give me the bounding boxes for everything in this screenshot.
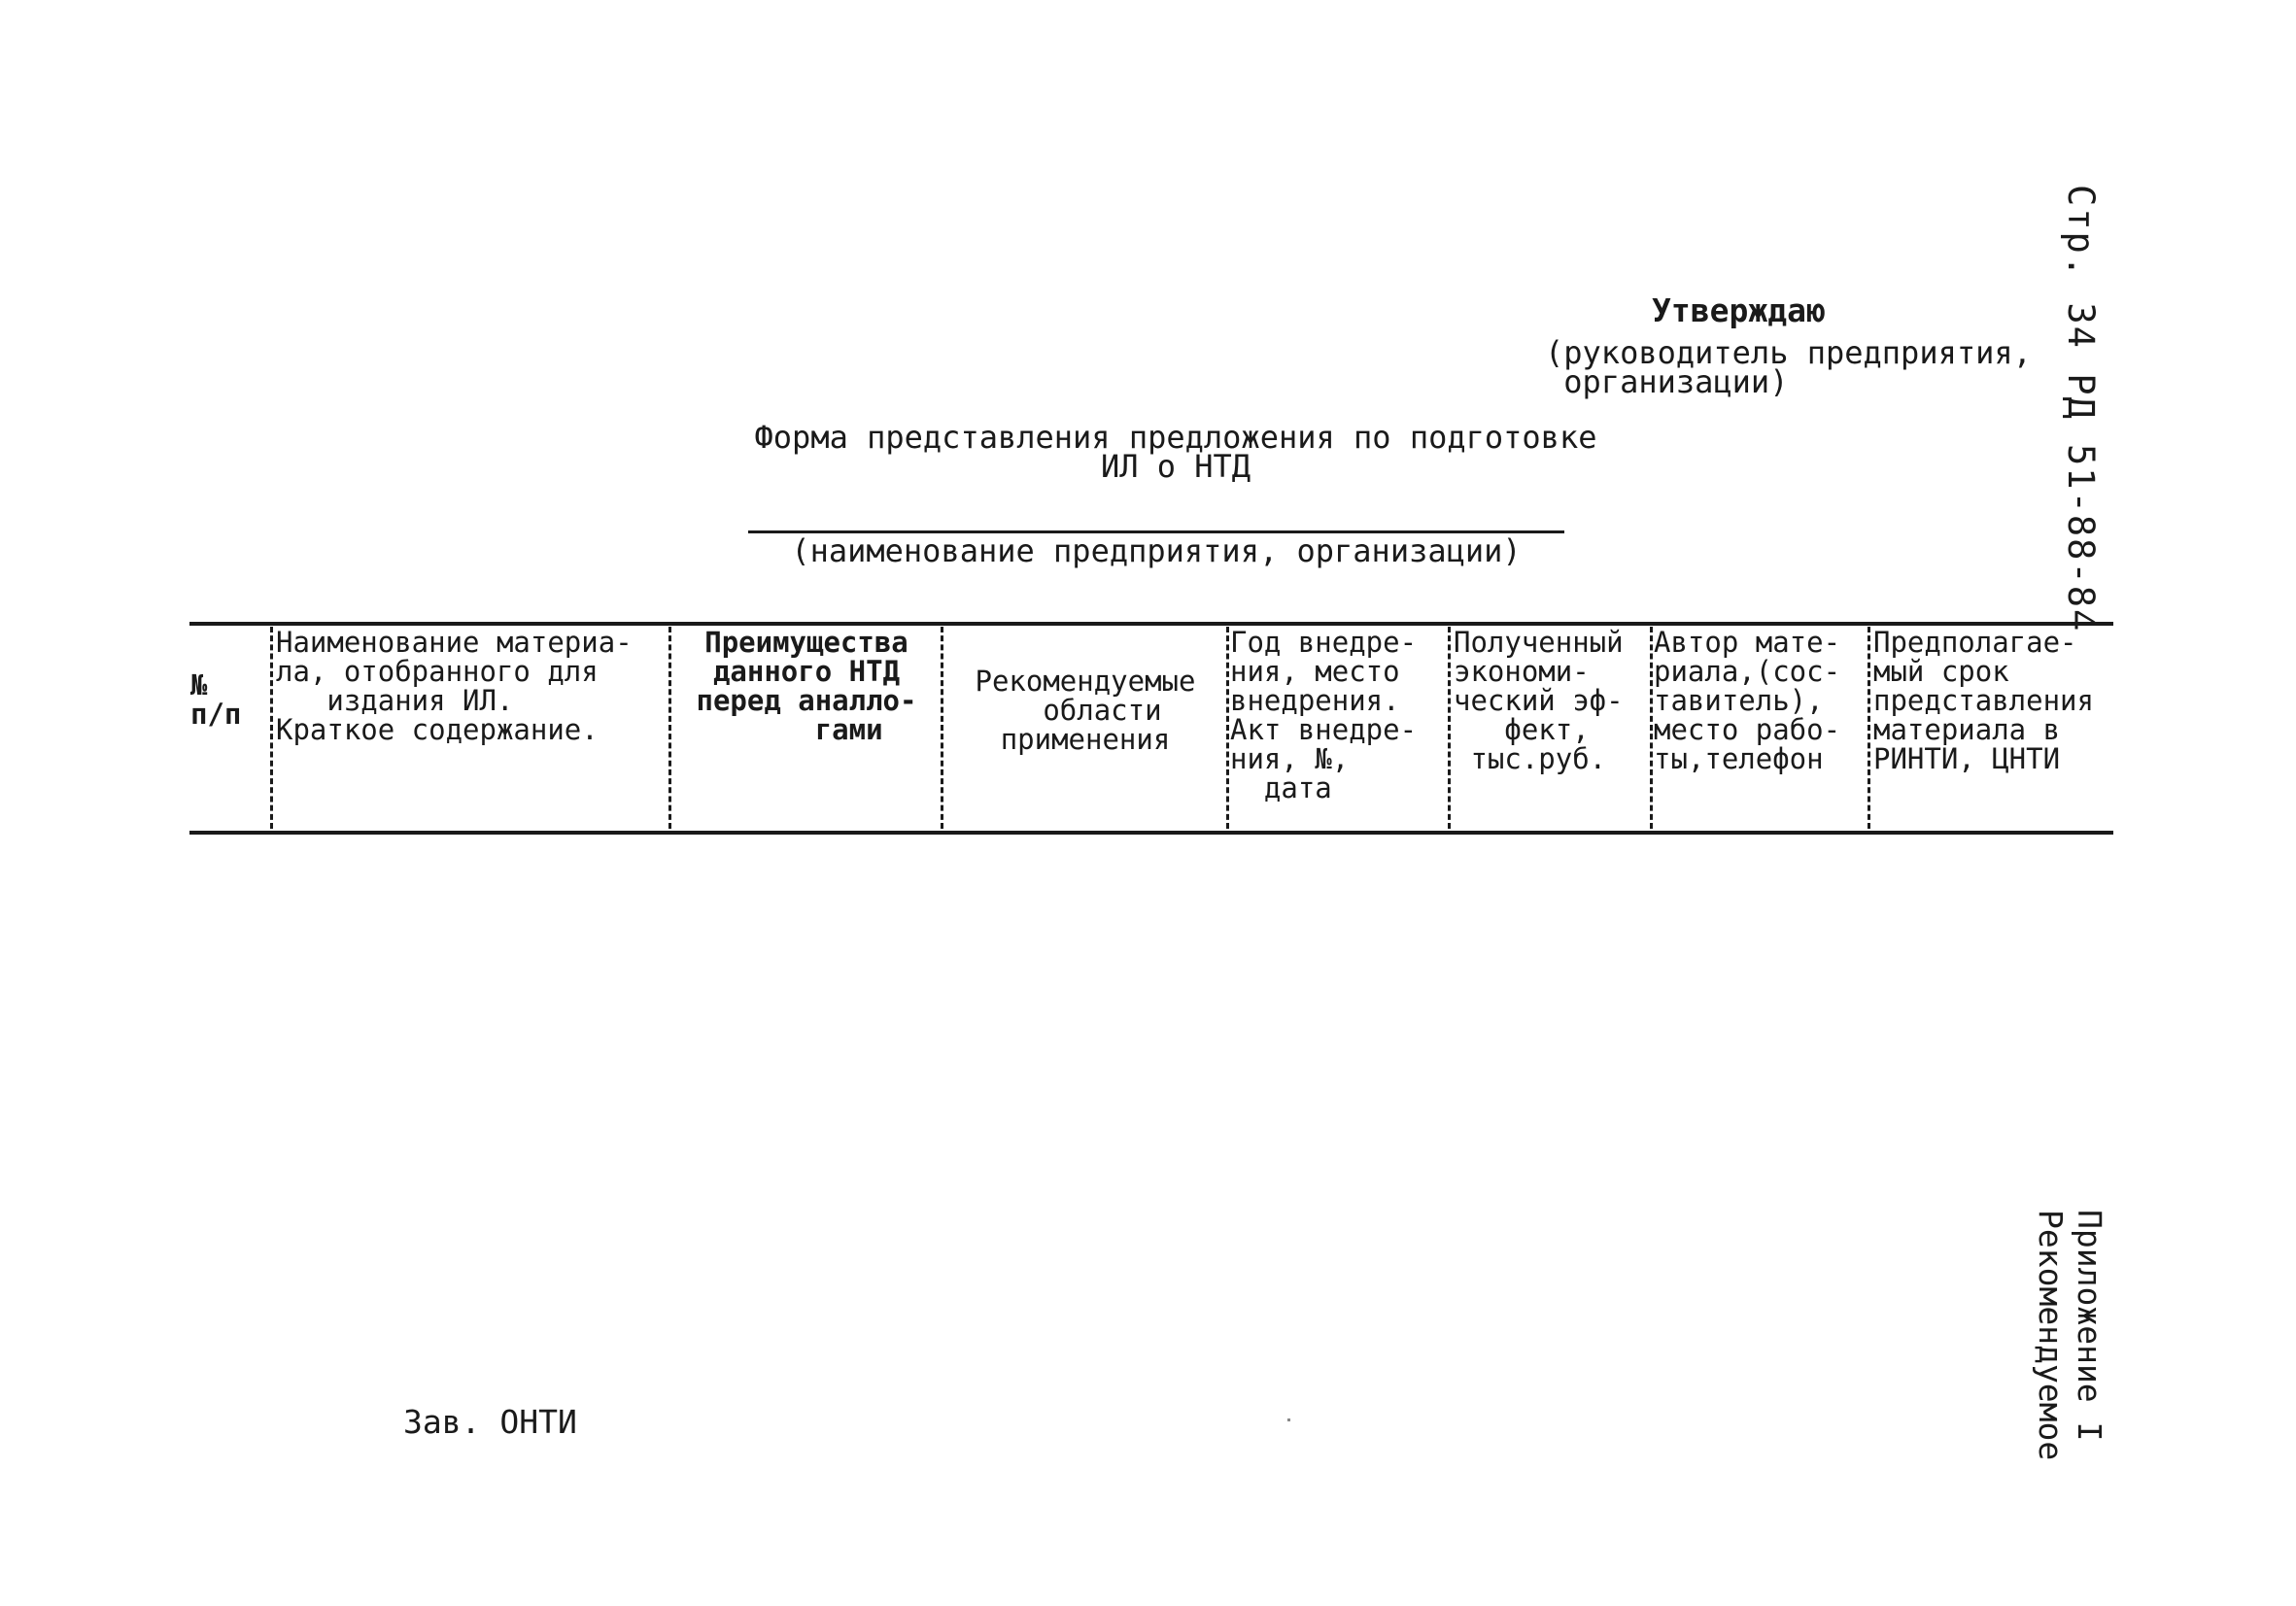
column-separator [941, 627, 943, 829]
column-header-implementation: Год внедре- ния, место внедрения. Акт внедре- ния, №, дата [1230, 626, 1418, 804]
column-header-submission-date: Предполагае- мый срок представления материала в РИНТИ, ЦНТИ [1873, 626, 2094, 775]
column-header-application-areas: Рекомендуемые области применения [975, 665, 1196, 756]
form-title: Форма представления предложения по подготовке ИЛ о НТД [754, 419, 1597, 485]
column-header-material-name: Наименование материа- ла, отобранного для издания ИЛ. Краткое содержание. [276, 626, 633, 746]
column-header-number: № п/п [190, 668, 242, 731]
column-header-economic-effect: Полученный экономи- ческий эф- фект, тыс.руб. [1454, 626, 1624, 775]
appendix-number: Приложение I [2071, 1210, 2108, 1442]
appendix-type: Рекомендуемое [2032, 1210, 2070, 1461]
page-reference: Стр. 34 РД 51-88-84 [2060, 185, 2102, 633]
column-separator [270, 627, 273, 829]
approval-role: (руководитель предприятия, организации) [1545, 334, 2032, 400]
table-bottom-rule [189, 831, 2113, 835]
organization-caption: (наименование предприятия, организации) [791, 532, 1522, 569]
column-separator [1226, 627, 1229, 829]
column-separator [1650, 627, 1653, 829]
column-separator [1868, 627, 1870, 829]
column-separator [1448, 627, 1451, 829]
column-header-author: Автор мате- риала,(сос- тавитель), место рабо- ты,телефон [1654, 626, 1841, 775]
appendix-label [2031, 1210, 2108, 1460]
signature-label: Зав. ОНТИ [403, 1403, 577, 1441]
approval-title: Утверждаю [1652, 291, 1826, 329]
column-separator [668, 627, 671, 829]
scan-speck [1287, 1418, 1290, 1421]
column-header-advantages: Преимущества данного НТД перед аналло- гами [696, 626, 917, 746]
